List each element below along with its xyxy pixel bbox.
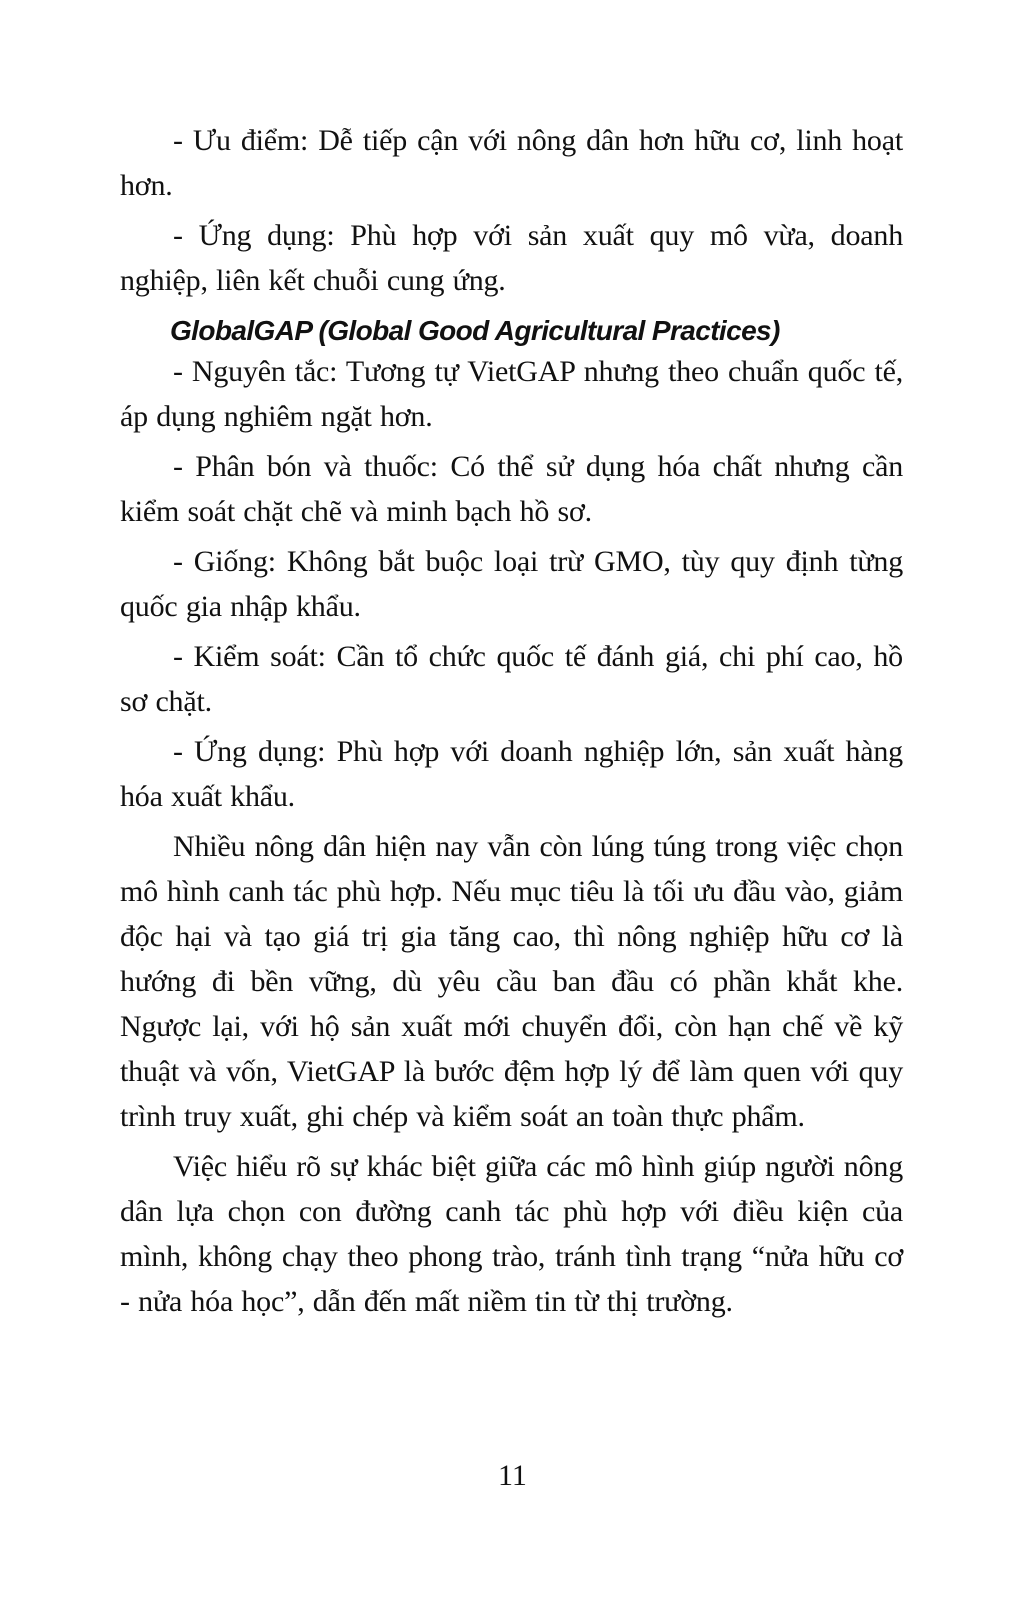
paragraph-fertilizer: - Phân bón và thuốc: Có thể sử dụng hóa chất nhưng cần kiểm soát chặt chẽ và minh bạch hồ sơ. [120, 450, 903, 528]
paragraph-advantages: - Ưu điểm: Dễ tiếp cận với nông dân hơn hữu cơ, linh hoạt hơn. [120, 124, 903, 202]
section-heading-globalgap: GlobalGAP (Global Good Agricultural Practices) [170, 315, 780, 346]
paragraph-farmer-choice: Nhiều nông dân hiện nay vẫn còn lúng túng trong việc chọn mô hình canh tác phù hợp. Nếu mục tiêu là tối ưu đầu vào, giảm độc hại và tạo giá trị gia tăng cao, thì nông nghiệp hữu cơ là hướng đi bền vững, dù yêu cầu ban đầu có phần khắt khe. Ngược lại, với hộ sản xuất mới chuyển đổi, còn hạn chế về kỹ thuật và vốn, VietGAP là bước đệm hợp lý để làm quen với quy trình truy xuất, ghi chép và kiểm soát an toàn thực phẩm. [120, 830, 903, 1133]
paragraph-conclusion: Việc hiểu rõ sự khác biệt giữa các mô hình giúp người nông dân lựa chọn con đường canh tác phù hợp với điều kiện của mình, không chạy theo phong trào, tránh tình trạng “nửa hữu cơ - nửa hóa học”, dẫn đến mất niềm tin từ thị trường. [120, 1150, 903, 1318]
paragraph-control: - Kiểm soát: Cần tổ chức quốc tế đánh giá, chi phí cao, hồ sơ chặt. [120, 640, 903, 718]
paragraph-application-globalgap: - Ứng dụng: Phù hợp với doanh nghiệp lớn, sản xuất hàng hóa xuất khẩu. [120, 735, 903, 813]
page-number: 11 [498, 1459, 527, 1492]
paragraph-seed: - Giống: Không bắt buộc loại trừ GMO, tùy quy định từng quốc gia nhập khẩu. [120, 545, 903, 623]
page-body [120, 118, 903, 1329]
paragraph-application-vietgap: - Ứng dụng: Phù hợp với sản xuất quy mô vừa, doanh nghiệp, liên kết chuỗi cung ứng. [120, 219, 903, 297]
paragraph-principle: - Nguyên tắc: Tương tự VietGAP nhưng theo chuẩn quốc tế, áp dụng nghiêm ngặt hơn. [120, 355, 903, 433]
